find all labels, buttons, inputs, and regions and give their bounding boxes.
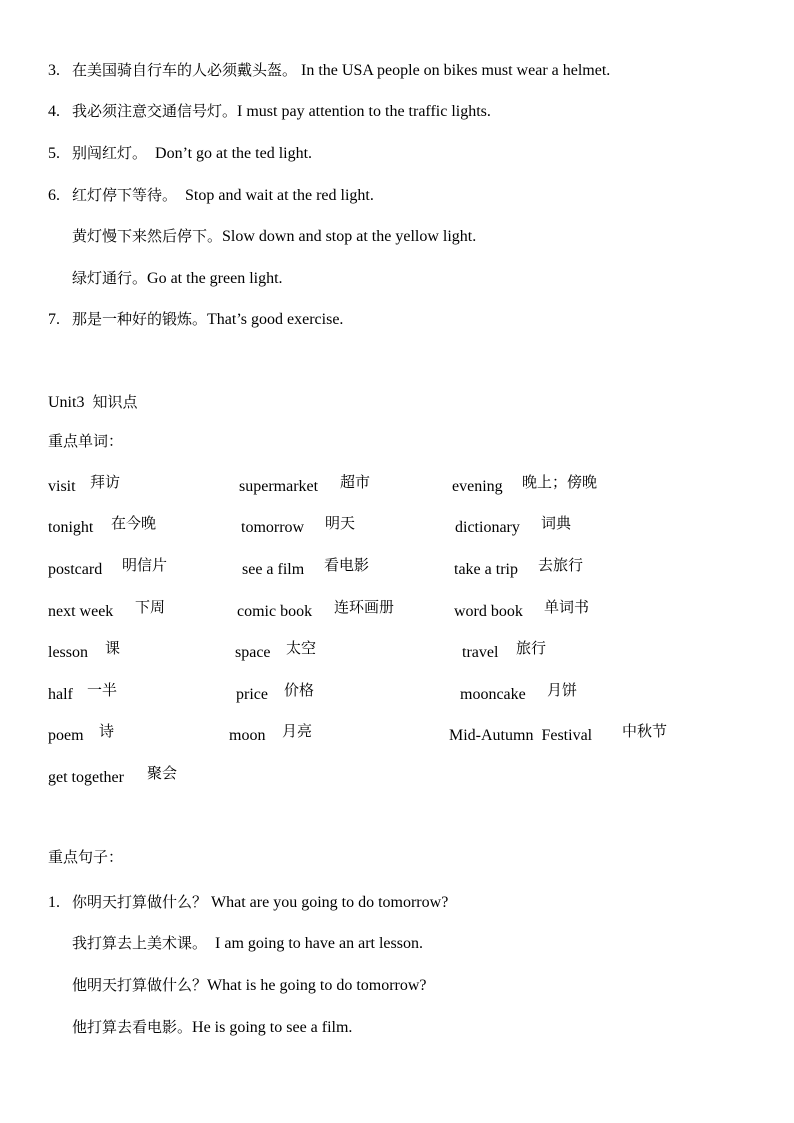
vocab-word: mooncake — [460, 686, 526, 703]
sentence-english: Go at the green light. — [147, 270, 283, 287]
sentence-number: 7. — [48, 311, 60, 328]
vocab-meaning: 明天 — [325, 514, 356, 532]
vocab-meaning: 价格 — [284, 681, 315, 699]
sentence-6-yellow — [72, 226, 476, 247]
sentence-english: In the USA people on bikes must wear a helmet. — [301, 62, 611, 79]
key-sentence-1 — [48, 892, 448, 913]
sentence-chinese: 黄灯慢下来然后停下。 — [72, 227, 223, 245]
vocab-meaning: 词典 — [541, 514, 572, 532]
vocab-meaning: 连环画册 — [334, 598, 395, 616]
vocab-meaning: 月亮 — [282, 722, 313, 740]
vocab-meaning: 下周 — [135, 598, 166, 616]
vocab-meaning: 诗 — [99, 722, 115, 740]
sentence-4 — [48, 101, 491, 122]
sentence-number: 3. — [48, 62, 60, 79]
sentence-english: Slow down and stop at the yellow light. — [222, 228, 477, 245]
sentence-chinese: 在美国骑自行车的人必须戴头盔。 — [72, 61, 298, 79]
vocab-word: get together — [48, 769, 124, 786]
vocab-meaning: 明信片 — [122, 556, 168, 574]
key-sentence-2-answer — [72, 1017, 352, 1038]
vocab-word: travel — [462, 644, 499, 661]
vocab-word: visit — [48, 478, 76, 495]
vocab-word: word book — [454, 603, 523, 620]
sentence-chinese: 别闯红灯。 — [72, 144, 148, 162]
sentence-chinese: 他打算去看电影。 — [72, 1018, 193, 1036]
vocab-word: half — [48, 686, 73, 703]
vocab-meaning: 旅行 — [516, 639, 547, 657]
vocab-meaning: 一半 — [87, 681, 118, 699]
sentence-number: 5. — [48, 145, 60, 162]
sentence-3 — [48, 60, 610, 81]
vocab-word: evening — [452, 478, 503, 495]
sentence-number: 4. — [48, 103, 60, 120]
vocab-word: see a film — [242, 561, 305, 578]
sentence-chinese: 那是一种好的锻炼。 — [72, 310, 208, 328]
sentence-english: I am going to have an art lesson. — [215, 935, 423, 952]
vocab-meaning: 拜访 — [90, 473, 121, 491]
vocab-meaning: 超市 — [340, 473, 371, 491]
sentence-number: 6. — [48, 187, 60, 204]
sentence-7 — [48, 309, 343, 330]
sentences-heading — [48, 847, 123, 868]
sentence-6-green — [72, 268, 283, 289]
vocab-word: dictionary — [455, 519, 520, 536]
vocab-meaning: 在今晚 — [111, 514, 157, 532]
vocab-word: comic book — [237, 603, 313, 620]
vocab-word: space — [235, 644, 271, 661]
key-sentence-1-answer — [72, 933, 423, 954]
sentence-chinese: 绿灯通行。 — [72, 269, 148, 287]
words-heading — [48, 431, 123, 452]
vocab-word: tonight — [48, 519, 94, 536]
unit-title-chinese: 知识点 — [92, 393, 138, 411]
key-sentence-2 — [72, 975, 427, 996]
sentence-english: What are you going to do tomorrow? — [211, 894, 449, 911]
vocab-meaning: 课 — [105, 639, 121, 657]
sentence-5 — [48, 143, 312, 164]
unit-title — [48, 392, 137, 413]
vocab-word: postcard — [48, 561, 103, 578]
vocab-word: lesson — [48, 644, 88, 661]
vocab-word: tomorrow — [241, 519, 305, 536]
sentence-english: What is he going to do tomorrow? — [207, 977, 427, 994]
vocab-word: take a trip — [454, 561, 518, 578]
vocab-meaning: 中秋节 — [622, 722, 668, 740]
sentence-chinese: 他明天打算做什么？ — [72, 976, 208, 994]
vocab-word: poem — [48, 727, 84, 744]
vocab-word: moon — [229, 727, 266, 744]
vocab-word: Mid-Autumn Festival — [449, 727, 593, 744]
vocab-meaning: 晚上；傍晚 — [522, 473, 598, 491]
sentence-english: Don’t go at the ted light. — [155, 145, 313, 162]
vocab-meaning: 看电影 — [324, 556, 370, 574]
words-heading-text: 重点单词： — [48, 432, 124, 450]
vocab-word: next week — [48, 603, 114, 620]
sentence-chinese: 我打算去上美术课。 — [72, 934, 208, 952]
vocab-meaning: 月饼 — [547, 681, 578, 699]
unit-title-english: Unit3 — [48, 394, 85, 411]
sentence-english: Stop and wait at the red light. — [185, 187, 374, 204]
sentence-english: That’s good exercise. — [207, 311, 344, 328]
vocab-meaning: 太空 — [286, 639, 317, 657]
vocab-word: supermarket — [239, 478, 319, 495]
sentence-english: He is going to see a film. — [192, 1019, 353, 1036]
sentences-heading-text: 重点句子： — [48, 848, 124, 866]
sentence-chinese: 你明天打算做什么？ — [72, 893, 208, 911]
sentence-6 — [48, 185, 374, 206]
vocab-meaning: 聚会 — [147, 764, 178, 782]
sentence-number: 1. — [48, 894, 60, 911]
vocab-word: price — [236, 686, 268, 703]
vocab-meaning: 去旅行 — [538, 556, 584, 574]
vocab-meaning: 单词书 — [544, 598, 590, 616]
sentence-english: I must pay attention to the traffic lights. — [237, 103, 491, 120]
sentence-chinese: 我必须注意交通信号灯。 — [72, 102, 238, 120]
sentence-chinese: 红灯停下等待。 — [72, 186, 178, 204]
